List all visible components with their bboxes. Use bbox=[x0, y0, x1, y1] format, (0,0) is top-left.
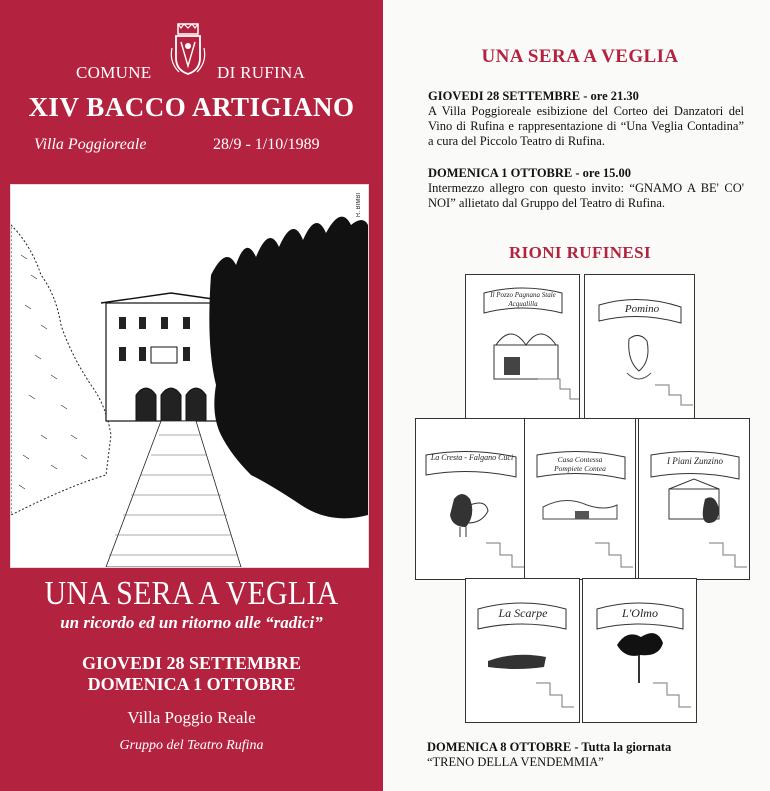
cover-date-2: DOMENICA 1 OTTOBRE bbox=[87, 674, 296, 694]
event-2 bbox=[428, 166, 744, 211]
rione-name-pozzo: Il Pozzo Pagnana Stale Acqualilla bbox=[490, 291, 556, 308]
rufina-label: DI RUFINA bbox=[217, 63, 306, 82]
piani-drawing bbox=[639, 419, 749, 579]
rione-card-casa bbox=[524, 418, 636, 580]
final-event bbox=[427, 740, 757, 770]
rione-name-olmo: L'Olmo bbox=[622, 606, 658, 620]
scarpe-drawing bbox=[466, 579, 579, 722]
cover-event-subtitle: un ricordo ed un ritorno alle “radici” bbox=[60, 613, 323, 632]
comune-heading bbox=[0, 63, 383, 87]
cover-main-title: XIV BACCO ARTIGIANO bbox=[28, 92, 355, 122]
cover-date-1: GIOVEDI 28 SETTEMBRE bbox=[81, 653, 302, 673]
event-2-head: DOMENICA 1 OTTOBRE - ore 15.00 bbox=[428, 166, 632, 180]
rioni-title: RIONI RUFINESI bbox=[508, 243, 652, 262]
rione-card-pozzo bbox=[465, 274, 580, 419]
final-event-rest: - Tutta la giornata bbox=[571, 740, 672, 754]
cover-event-title: UNA SERA A VEGLIA bbox=[44, 575, 339, 612]
event-1-body: A Villa Poggioreale esibizione del Corteo dei Danzatori del Vino di Rufina e rappresentazione di “Una Veglia Contadina” a cura del Piccolo Teatro di Rufina. bbox=[428, 104, 744, 148]
rione-name-cresta: La Cresta - Falgano Cuci bbox=[430, 453, 514, 462]
event-2-body: Intermezzo allegro con questo invito: “GNAMO A BE' CO' NOI” allietato dal Gruppo del Teatro di Rufina. bbox=[428, 181, 744, 210]
event-1 bbox=[428, 89, 744, 149]
rione-name-scarpe: La Scarpe bbox=[498, 606, 548, 620]
rione-card-scarpe bbox=[465, 578, 580, 723]
cover-place: Villa Poggio Reale bbox=[127, 708, 256, 727]
rione-name-piani: I Piani Zunzino bbox=[666, 456, 723, 466]
cover-group: Gruppo del Teatro Rufina bbox=[119, 738, 264, 753]
rione-card-pomino bbox=[584, 274, 695, 419]
rione-name-casa: Casa Contessa Pompiete Contea bbox=[554, 455, 606, 473]
cover-panel bbox=[0, 0, 383, 791]
casa-drawing bbox=[525, 419, 635, 579]
villa-drawing bbox=[11, 185, 368, 567]
program-title: UNA SERA A VEGLIA bbox=[481, 46, 679, 67]
festival-dates: 28/9 - 1/10/1989 bbox=[213, 136, 320, 153]
pomino-drawing bbox=[585, 275, 694, 418]
rione-card-piani bbox=[638, 418, 750, 580]
rione-card-olmo bbox=[582, 578, 697, 723]
final-event-head: DOMENICA 8 OTTOBRE bbox=[427, 740, 572, 754]
rione-name-pomino: Pomino bbox=[624, 303, 660, 315]
comune-label: COMUNE bbox=[76, 63, 152, 82]
rione-card-cresta bbox=[415, 418, 526, 580]
venue-name: Villa Poggioreale bbox=[34, 136, 147, 153]
villa-illustration bbox=[10, 184, 369, 568]
final-event-quote: “TRENO DELLA VENDEMMIA” bbox=[427, 755, 604, 769]
artist-signature: R. BIMBI bbox=[356, 193, 362, 218]
cover-dates-block bbox=[0, 653, 383, 695]
event-1-head: GIOVEDI 28 SETTEMBRE - ore 21.30 bbox=[428, 89, 639, 103]
olmo-drawing bbox=[583, 579, 696, 722]
rooster-drawing bbox=[416, 419, 525, 579]
